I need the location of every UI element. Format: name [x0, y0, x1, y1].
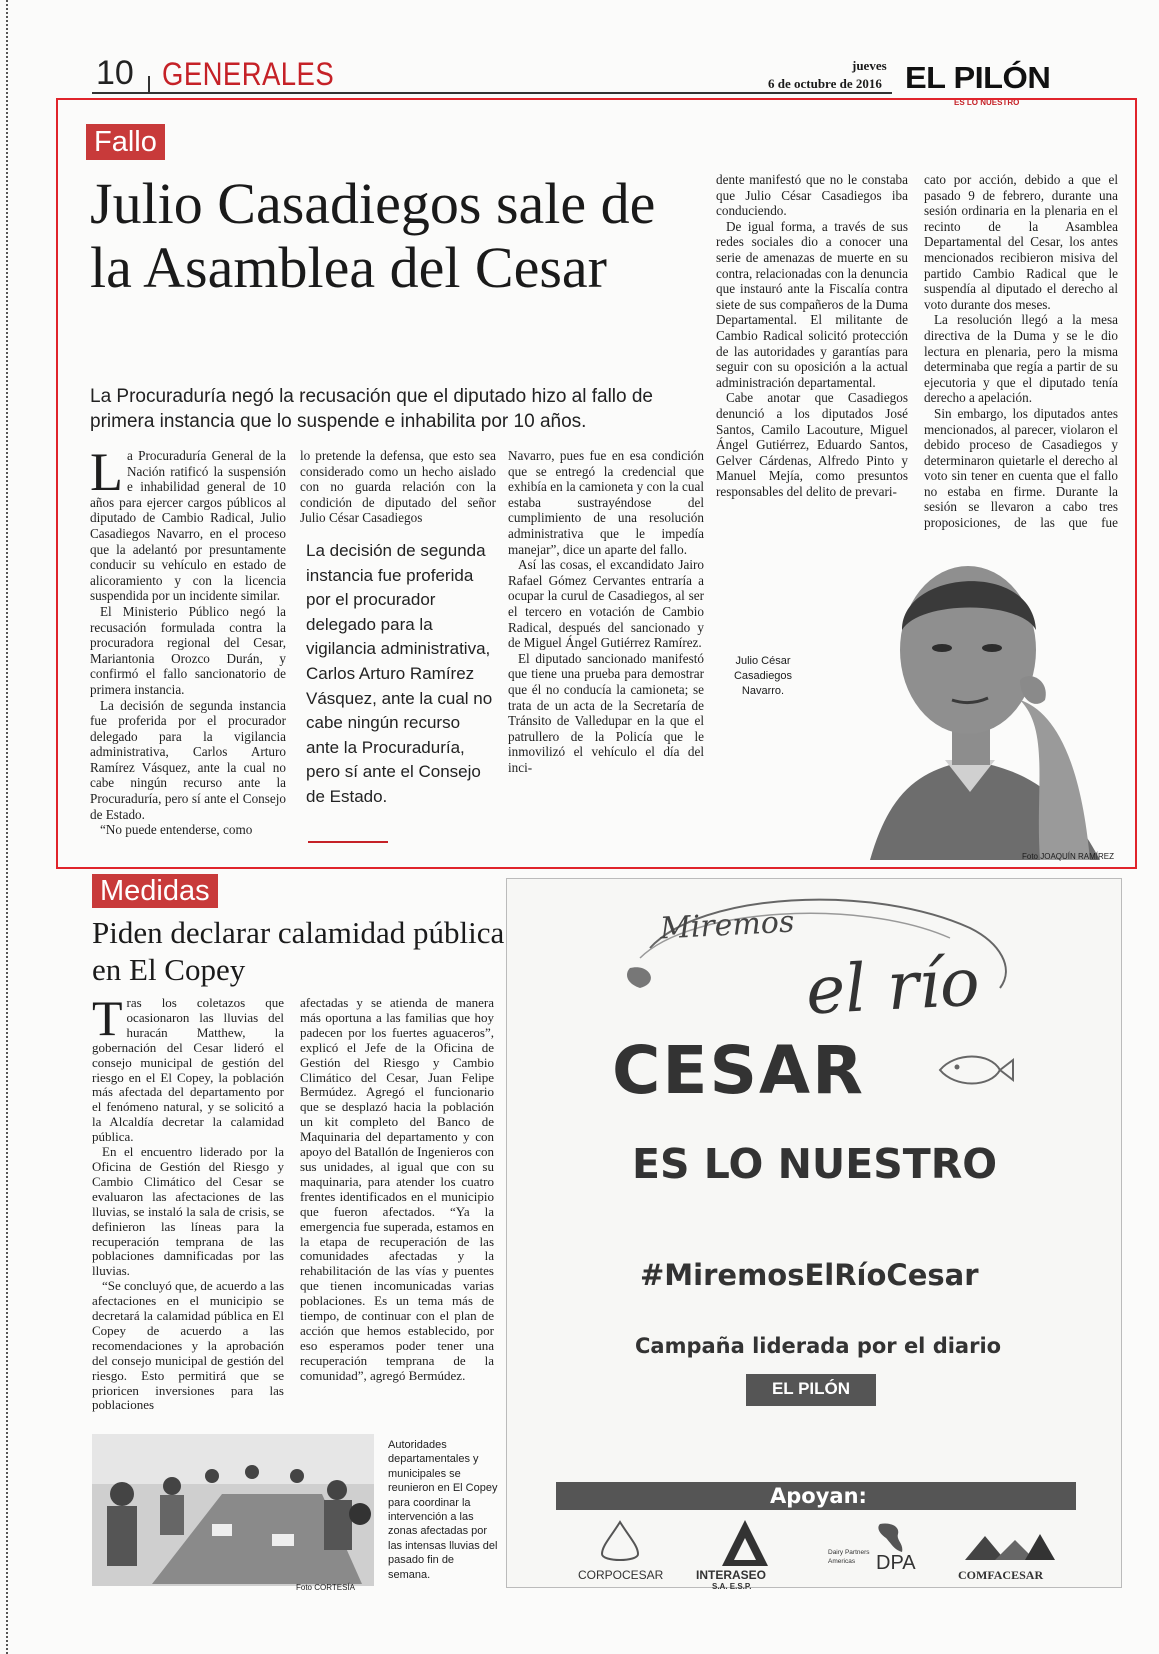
header-rule: [92, 92, 892, 94]
ad-apoyan-label: Apoyan:: [770, 1484, 867, 1508]
paragraph: “No puede entenderse, como: [100, 822, 253, 838]
page-edge-perforation: [6, 0, 8, 1654]
sponsor-interaseo-sub: S.A. E.S.P.: [712, 1582, 752, 1591]
pull-quote: La decisión de segunda instancia fue proferida por el procurador delegado para la vigilancia administrativa, Carlos Arturo Ramírez Vásquez, ante la cual no cabe ningún recurso ante la Procuraduría, pero sí ante el Consejo de Estado.: [306, 541, 493, 806]
sponsor-comfacesar: COMFACESAR: [958, 1568, 1044, 1582]
paragraph: “Se concluyó que, de acuerdo a las afectaciones en el municipio se decretará la calamidad pública en El Copey de acuerdo a las recomendaciones y la aprobación del consejo municipal de gestión del riesgo. Esto permitirá que se prioricen inversiones para las poblaciones: [92, 1278, 284, 1413]
paragraph: De igual forma, a través de sus redes sociales dio a conocer una serie de amenazas de muerte en su contra, relacionadas con la denuncia que instauró ante la Fiscalía contra siete de sus compañeros de la Duma Departamental. El militante de Cambio Radical solicitó protección de las autoridades y garantías para seguir con su oposición a la actual administración departamental.: [716, 218, 908, 390]
paragraph: Cabe anotar que Casadiegos denunció a los diputados José Santos, Camilo Lacouture, Miguel Ángel Gutiérrez, Eduardo Santos, Gelver Cárdenas, Alfredo Pinto y Manuel Mejía, como presuntos responsables del delito de prevari-: [716, 390, 908, 499]
article1-column-1: [90, 442, 286, 838]
dpa-map-icon: [870, 1520, 920, 1554]
newspaper-logo: EL PILÓN: [905, 60, 1051, 95]
comfacesar-logo-icon: [960, 1530, 1060, 1562]
paragraph: dente manifestó que no le constaba que Julio César Casadiegos iba conduciendo.: [716, 172, 908, 219]
article2-headline: Piden declarar calamidad pública en El Copey: [92, 915, 505, 987]
sponsor-corpocesar: CORPOCESAR: [578, 1568, 664, 1582]
paragraph: La resolución llegó a la mesa directiva de la Duma y se le dio lectura en plenaria, pero la misma determinaba que regía a partir de su ejecutoria y que el diputado tenía derecho a apelación.: [924, 312, 1118, 406]
paragraph: cato por acción, debido a que el pasado 9 de febrero, durante una sesión ordinaria en la plenaria en el recinto de la Asamblea Departamental del Cesar, los antes mencionados recibieron misiva del partido Cambio Radical que le suspendía al diputado el derecho al voto durante dos meses.: [924, 172, 1118, 312]
paragraph: En el encuentro liderado por la Oficina de Gestión del Riesgo y Cambio Climático del Cesar se evaluaron las afectaciones de las lluvias, se instaló la sala de crisis, se definieron las líneas para la recuperación temprana de las poblaciones damnificadas por las lluvias.: [92, 1144, 284, 1279]
ad-miremos: Miremos: [659, 904, 796, 947]
paragraph: a Procuraduría General de la Nación ratificó la suspensión e inhabilidad general de 10 años para ejercer cargos públicos al diputado de Cambio Radical, Julio Casadiegos Navarro, en el proceso que la adelantó por presuntamente conducir su vehículo en estado de alicoramiento y con la licencia suspendida por un incidente similar.: [90, 448, 286, 604]
article2-kicker: Medidas: [92, 874, 218, 908]
sponsor-dpa: DPA: [876, 1552, 916, 1574]
fish-icon: [935, 1050, 1015, 1090]
article2-column-2: [300, 996, 494, 1384]
article1-kicker: Fallo: [86, 124, 165, 160]
article1-column-4: [716, 172, 908, 499]
paragraph: Navarro, pues fue en esa condición que se entregó la credencial que exhibía en la camioneta y con la cual estaba sustrayéndose del cumplimiento de una resolución administrativa que le impedía manejar”, dice un aparte del fallo.: [508, 448, 704, 557]
portrait-credit: Foto JOAQUÍN RAMÍREZ: [1022, 852, 1115, 861]
meeting-photo: [92, 1434, 374, 1586]
ad-el-rio: el río: [804, 943, 982, 1030]
paragraph: afectadas y se atienda de manera más oportuna a las familias que hoy padecen por los fuertes aguaceros”, explicó el Jefe de la Oficina de Gestión del Riesgo y Cambio Climático del Cesar, Juan Felipe Bermúdez. Agregó el funcionario que se desplazó hacia la población un kit completo del Banco de Maquinaria del departamento y con apoyo del Batallón de Ingenieros con sus unidades, al igual que con su maquinaria, para atender los cuatro frentes identificados en el municipio que fueron afectados. “Ya la emergencia fue superada, estamos en la etapa de recuperación de las comunidades afectadas y la rehabilitación de las vías y puentes que tienen incomunicadas varias poblaciones. Es un tema más de tiempo, de continuar con el plan de acción que hemos establecido, por eso esperamos poder tener una recuperación temprana de la comunidad”, agregó Bermúdez.: [300, 995, 494, 1383]
issue-day: jueves: [852, 58, 887, 73]
portrait-caption: Julio César Casadiegos Navarro.: [733, 655, 793, 697]
article1-deck: La Procuraduría negó la recusación que el diputado hizo al fallo de primera instancia que lo suspende e inhabilita por 10 años.: [90, 386, 653, 432]
section-name: GENERALES: [162, 56, 335, 92]
sponsor-interaseo: INTERASEO: [696, 1568, 767, 1582]
dropcap: L: [90, 442, 123, 502]
meeting-caption: Autoridades departamentales y municipales se reunieron en El Copey para coordinar la intervención a las zonas afectadas por las intensas lluvias del pasado fin de semana.: [388, 1439, 498, 1581]
paragraph: El Ministerio Público negó la recusación formulada contra la procuradora regional del Cesar, Mariantonia Orozco Durán, y confirmó el fallo sancionatorio de primera instancia.: [90, 603, 286, 697]
ad-campaign-line: Campaña liderada por el diario: [635, 1334, 1002, 1358]
ad-hashtag: #MiremosElRíoCesar: [640, 1258, 979, 1292]
paragraph: Así las cosas, el excandidato Jairo Rafael Gómez Cervantes entraría a ocupar la curul de Casadiegos, al ser el tercero en votación de Cambio Radical, después del sancionado y de Miguel Ángel Gutiérrez Ramírez.: [508, 557, 704, 651]
dropcap: T: [92, 990, 123, 1046]
paragraph: ras los coletazos que ocasionaron las lluvias del huracán Matthew, la gobernación del Cesar lideró el consejo municipal de gestión del riesgo en el El Copey, la población más afectada del departamento por el fenómeno natural, y se solicitó a la Alcaldía decretar la calamidad pública.: [92, 995, 284, 1145]
page-number: 10: [96, 54, 134, 92]
pull-quote-rule: [308, 841, 388, 843]
issue-date: 6 de octubre de 2016: [768, 76, 882, 91]
paragraph: Sin embargo, los diputados antes mencionados, al parecer, violaron el debido proceso de Casadiegos y determinaron quietarle el derecho al voto sin tener en cuenta que el fallo no estaba en firme. Durante la sesión se llevaron a cabo tres proposiciones, de las que fue: [924, 405, 1118, 531]
paragraph: El diputado sancionado manifestó que tiene una prueba para demostrar que él no conducía la camioneta; se trata de un acta de la Secretaría de Tránsito de Valledupar en la que el patrullero de la Policía que le inmovilizó el vehículo el día del inci-: [508, 650, 704, 775]
ad-es-lo-nuestro: ES LO NUESTRO: [632, 1140, 998, 1188]
sponsor-dpa-small: Dairy Partners Americas: [828, 1549, 870, 1565]
article1-column-3: [508, 448, 704, 775]
ad-cesar: CESAR: [612, 1032, 865, 1109]
article2-column-1: [92, 990, 284, 1413]
paragraph: La decisión de segunda instancia fue proferida por el procurador delegado para la vigilancia administrativa, Carlos Arturo Ramírez Vásquez, ante la cual no cabe ningún recurso ante la Procuraduría, pero sí ante el Consejo de Estado.: [90, 697, 286, 822]
meeting-credit: Foto CORTESÍA: [296, 1583, 355, 1592]
article1-headline: Julio Casadiegos sale de la Asamblea del Cesar: [90, 171, 656, 300]
article1-column-2: [300, 448, 496, 526]
interaseo-logo-icon: [718, 1516, 772, 1570]
paragraph: lo pretende la defensa, que esto sea considerado como un hecho aislado con no guarda relación con la condición de diputado del señor Julio César Casadiegos: [300, 448, 496, 526]
newspaper-tagline: ES LO NUESTRO: [954, 98, 1020, 107]
ad-newspaper-logo: EL PILÓN: [746, 1374, 876, 1406]
corpocesar-drop-icon: [590, 1520, 650, 1566]
